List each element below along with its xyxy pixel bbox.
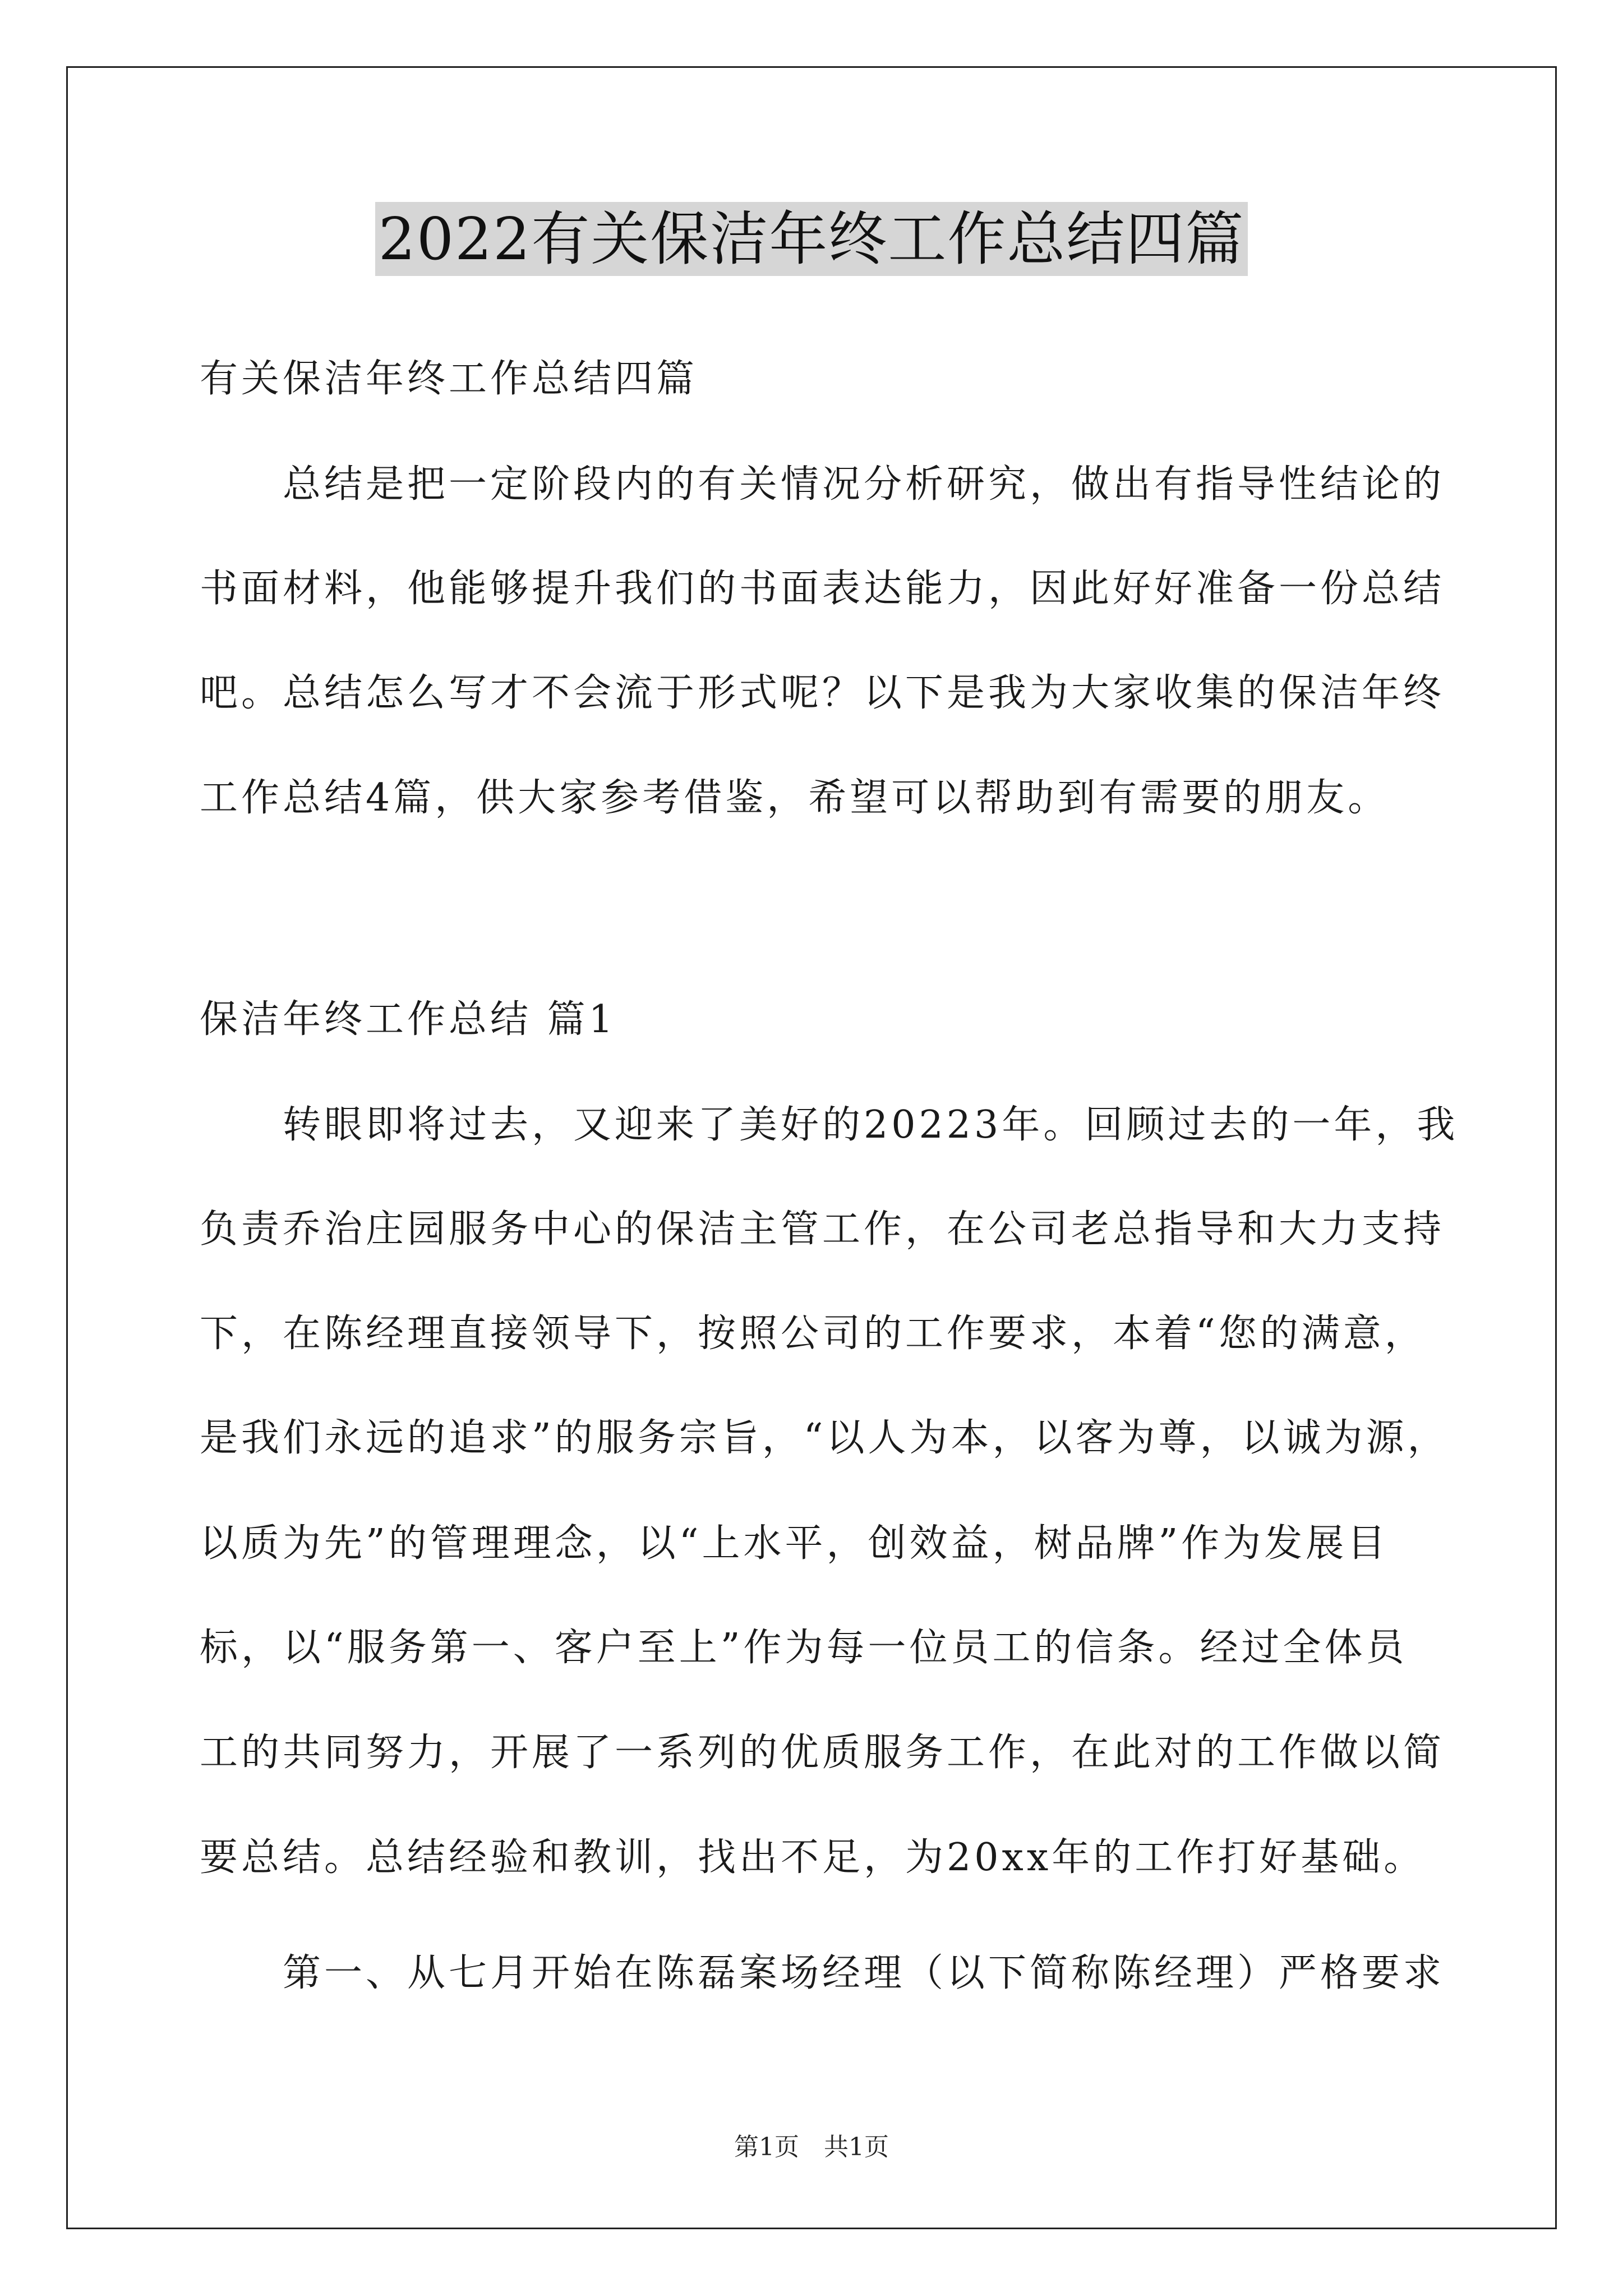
section-heading: 保洁年终工作总结 篇1 [200, 997, 616, 1042]
intro-line-2: 书面材料，他能够提升我们的书面表达能力，因此好好准备一份总结 [200, 567, 1445, 611]
section-line-2: 负责乔治庄园服务中心的保洁主管工作，在公司老总指导和大力支持 [200, 1207, 1445, 1251]
section-line-1: 转眼即将过去，又迎来了美好的20223年。回顾过去的一年，我 [200, 1103, 1459, 1147]
intro-line-4: 工作总结4篇，供大家参考借鉴，希望可以帮助到有需要的朋友。 [200, 776, 1390, 820]
section-line-4: 是我们永远的追求”的服务宗旨，“以人为本，以客为尊，以诚为源， [200, 1416, 1449, 1460]
section-line-3: 下，在陈经理直接领导下，按照公司的工作要求，本着“您的满意， [200, 1312, 1426, 1356]
section-line-7: 工的共同努力，开展了一系列的优质服务工作，在此对的工作做以简 [200, 1731, 1445, 1775]
section-line-5: 以质为先”的管理理念，以“上水平，创效益，树品牌”作为发展目 [200, 1521, 1389, 1566]
section-line-8: 要总结。总结经验和教训，找出不足，为20xx年的工作打好基础。 [200, 1835, 1426, 1880]
section-line-9: 第一、从七月开始在陈磊案场经理（以下简称陈经理）严格要求 [200, 1951, 1445, 1995]
page-footer: 第1页 共1页 [734, 2133, 889, 2161]
intro-line-3: 吧。总结怎么写才不会流于形式呢？以下是我为大家收集的保洁年终 [200, 671, 1445, 715]
section-line-6: 标，以“服务第一、客户至上”作为每一位员工的信条。经过全体员 [200, 1626, 1408, 1670]
document-title: 2022有关保洁年终工作总结四篇 [375, 202, 1248, 276]
document-subtitle: 有关保洁年终工作总结四篇 [200, 357, 698, 401]
title-wrap [0, 202, 1623, 276]
intro-line-1: 总结是把一定阶段内的有关情况分析研究，做出有指导性结论的 [200, 462, 1445, 507]
